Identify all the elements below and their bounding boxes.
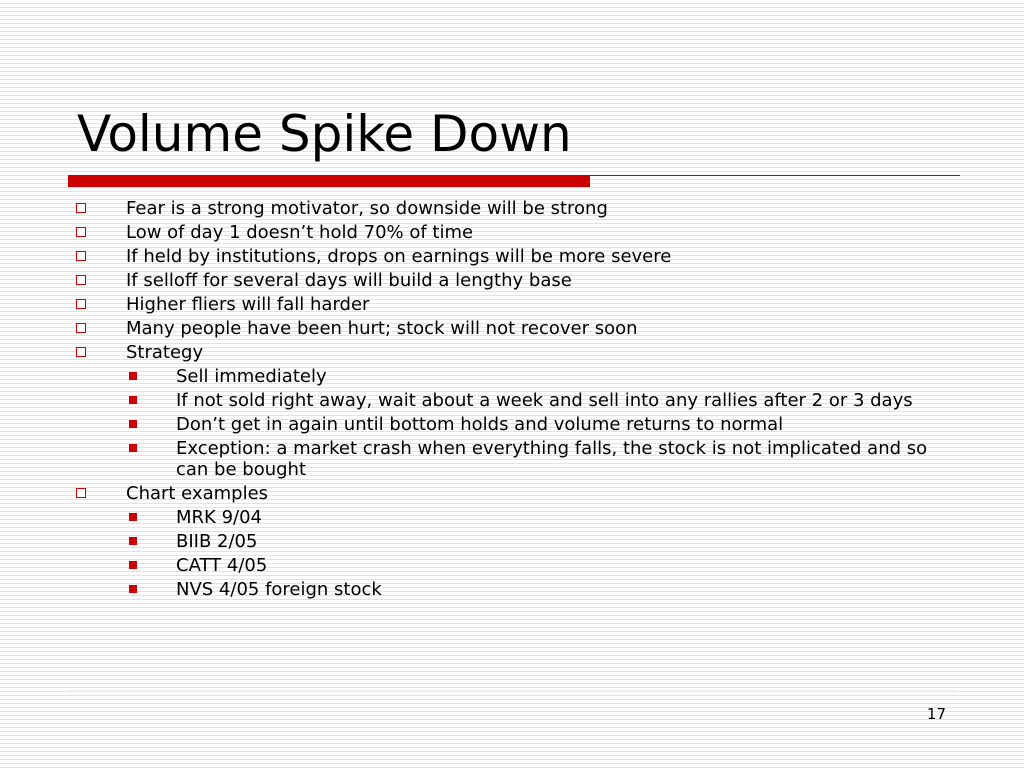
bullet-list	[0, 198, 1024, 603]
bullet-text: Chart examples	[126, 483, 269, 504]
title-underline-thick	[68, 175, 590, 187]
page-number: 17	[926, 705, 946, 723]
filled-square-bullet-icon	[129, 396, 137, 404]
filled-square-bullet-icon	[129, 420, 137, 428]
sub-bullet-text: Exception: a market crash when everything falls, the stock is not implicated and so can be bought	[176, 438, 928, 480]
slide-title: Volume Spike Down	[77, 105, 572, 163]
hollow-square-bullet-icon	[76, 323, 86, 333]
bullet-text: Strategy	[126, 342, 204, 363]
sub-bullet-item	[0, 438, 1024, 483]
filled-square-bullet-icon	[129, 372, 137, 380]
hollow-square-bullet-icon	[76, 488, 86, 498]
bullet-item-chart-examples	[0, 483, 1024, 507]
title-underline-thin	[590, 175, 960, 176]
sub-bullet-item	[0, 414, 1024, 438]
filled-square-bullet-icon	[129, 585, 137, 593]
filled-square-bullet-icon	[129, 513, 137, 521]
bullet-text: Many people have been hurt; stock will not recover soon	[126, 318, 638, 339]
hollow-square-bullet-icon	[76, 251, 86, 261]
bullet-item	[0, 246, 1024, 270]
hollow-square-bullet-icon	[76, 203, 86, 213]
bullet-item	[0, 318, 1024, 342]
filled-square-bullet-icon	[129, 444, 137, 452]
sub-bullet-item	[0, 555, 1024, 579]
bullet-item-strategy	[0, 342, 1024, 366]
sub-bullet-text: BIIB 2/05	[176, 531, 258, 552]
bullet-item	[0, 198, 1024, 222]
bullet-text: Low of day 1 doesn’t hold 70% of time	[126, 222, 474, 243]
bullet-text: If selloff for several days will build a lengthy base	[126, 270, 572, 291]
bullet-text: Higher fliers will fall harder	[126, 294, 370, 315]
sub-bullet-item	[0, 507, 1024, 531]
hollow-square-bullet-icon	[76, 299, 86, 309]
sub-bullet-text: Sell immediately	[176, 366, 327, 387]
sub-bullet-item	[0, 579, 1024, 603]
hollow-square-bullet-icon	[76, 227, 86, 237]
sub-bullet-text: Don’t get in again until bottom holds and volume returns to normal	[176, 414, 784, 435]
hollow-square-bullet-icon	[76, 275, 86, 285]
sub-bullet-text: CATT 4/05	[176, 555, 268, 576]
filled-square-bullet-icon	[129, 537, 137, 545]
bullet-item	[0, 270, 1024, 294]
sub-bullet-item	[0, 366, 1024, 390]
filled-square-bullet-icon	[129, 561, 137, 569]
sub-bullet-item	[0, 531, 1024, 555]
hollow-square-bullet-icon	[76, 347, 86, 357]
bullet-text: Fear is a strong motivator, so downside will be strong	[126, 198, 608, 219]
sub-bullet-item	[0, 390, 1024, 414]
bullet-item	[0, 222, 1024, 246]
footer-divider	[68, 690, 956, 692]
bullet-text: If held by institutions, drops on earnings will be more severe	[126, 246, 672, 267]
sub-bullet-text: If not sold right away, wait about a week and sell into any rallies after 2 or 3 days	[176, 390, 913, 411]
bullet-item	[0, 294, 1024, 318]
sub-bullet-text: MRK 9/04	[176, 507, 262, 528]
sub-bullet-text: NVS 4/05 foreign stock	[176, 579, 382, 600]
